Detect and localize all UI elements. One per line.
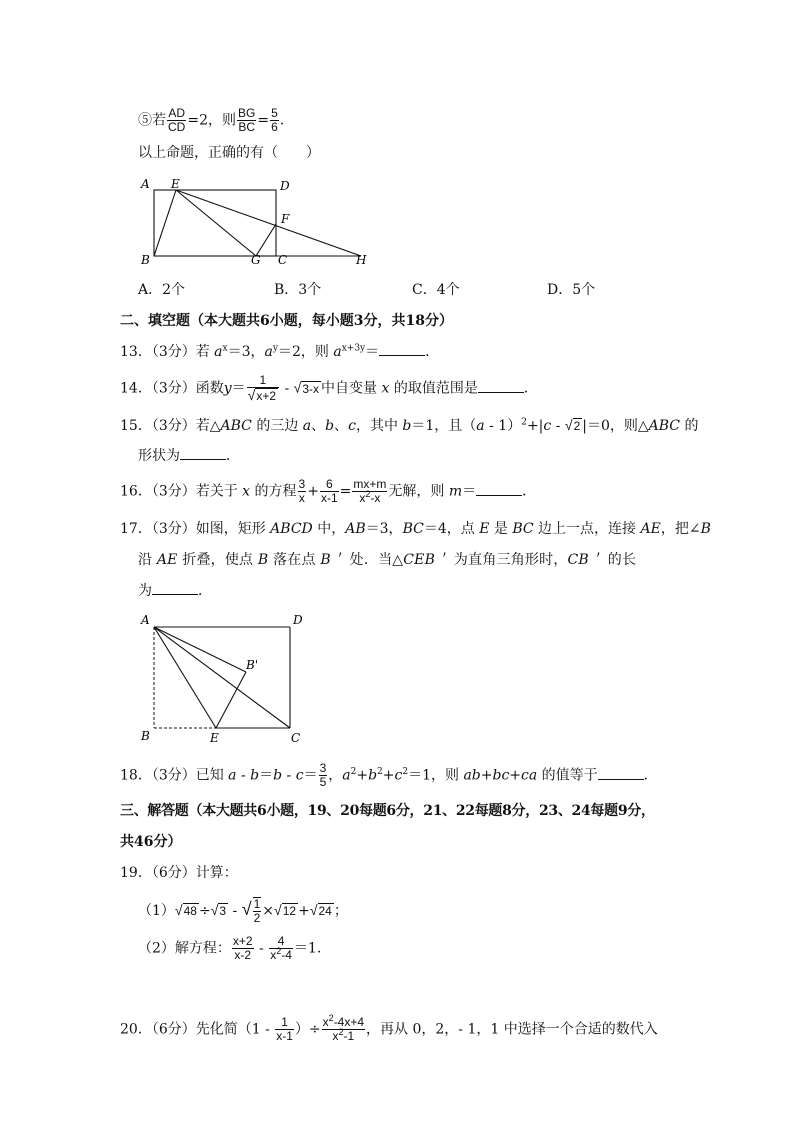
label-d: D: [293, 613, 303, 627]
question-15: 15．（3分）若△ABC 的三边 a、b、c，其中 b＝1，且（a - 1）$^2$+|c - √2 |＝0，则△ABC 的: [120, 417, 699, 434]
option-c: C．4个: [412, 282, 460, 298]
label-e: E: [210, 731, 219, 745]
question-18: 18．（3分）已知 a - b＝b - c＝ $\frac{3}{5}$ ，$a^2+b^2+c^2=1$，则 ab+bc+ca 的值等于 ．: [120, 761, 658, 789]
label-g: G: [251, 253, 261, 267]
question-19: 19．（6分）计算：: [120, 865, 238, 881]
question-17-line3: 为 ．: [138, 583, 212, 599]
section-heading-fill-in: 二、填空题（本大题共6小题，每小题3分，共18分）: [120, 313, 453, 329]
section-heading-solve: 三、解答题（本大题共6小题，19、20每题6分，21、22每题8分，23、24每题9分，: [120, 803, 655, 819]
answer-blank: [180, 447, 226, 460]
answer-blank: [476, 483, 522, 496]
question-16: 16．（3分）若关于 x 的方程 $\frac{3}{x}$ + $\frac{6}{x-1}$ = $\frac{mx+m}{x^2-x}$ 无解，则 m＝ ．: [120, 477, 537, 505]
answer-blank: [379, 343, 425, 356]
statement-5: ⑤若 $\frac{AD}{CD}$ =2，则 $\frac{BG}{BC}$ = $\frac{5}{6}$ .: [138, 106, 285, 134]
label-b-prime: B': [246, 658, 259, 672]
option-a: A．2个: [138, 282, 186, 298]
label-d: D: [280, 179, 290, 193]
label-a: A: [141, 177, 150, 191]
question-17-line1: 17．（3分）如图，矩形 ABCD 中，AB＝3，BC＝4，点 E 是 BC 边上一点，连接 AE，把∠B: [120, 521, 711, 537]
label-c: C: [278, 253, 288, 267]
answer-blank: [152, 582, 198, 595]
figure-rectangle-abcd-2: [136, 610, 316, 750]
question-17-line2: 沿 AE 折叠，使点 B 落在点 B＇ 处．当△CEB＇ 为直角三角形时，CB＇ 的长: [138, 552, 637, 568]
section-heading-solve-line2: 共46分）: [120, 834, 182, 850]
question-14: 14．（3分）函数y＝ $\frac{1}{√x+2}$ - √3-x 中自变量 x 的取值范围是 ．: [120, 373, 538, 403]
option-b: B．3个: [274, 282, 322, 298]
question-13: 13．（3分）若 $a^x=3$，$a^y=2$，则 $a^{x+3y}=$ ．: [120, 343, 440, 360]
label-c: C: [291, 731, 301, 745]
question-15-line2: 形状为 ．: [138, 448, 240, 464]
label-f: F: [281, 212, 290, 226]
question-19-part1: （1）√48 ÷√3 - √ $\frac{1}{2}$ ×√12 +√24 ；: [138, 897, 348, 925]
answer-blank: [598, 767, 644, 780]
label-e: E: [171, 177, 180, 191]
label-b: B: [141, 253, 150, 267]
question-12-stem: 以上命题，正确的有（ ）: [138, 145, 320, 161]
label-b: B: [141, 729, 150, 743]
option-d: D．5个: [547, 282, 596, 298]
label-h: H: [356, 253, 367, 267]
figure-rectangle-abcd-1: [136, 174, 376, 268]
label-a: A: [141, 613, 150, 627]
question-20: 20．（6分）先化简（1 - $\frac{1}{x-1}$ ）÷ $\frac{x^2-4x+4}{x^2-1}$ ，再从 0，2，- 1，1 中选择一个合适的数代入: [120, 1013, 658, 1043]
answer-blank: [478, 380, 524, 393]
question-19-part2: （2）解方程： $\frac{x+2}{x-2}$ - $\frac{4}{x^2-4}$ ＝1.: [138, 934, 322, 962]
